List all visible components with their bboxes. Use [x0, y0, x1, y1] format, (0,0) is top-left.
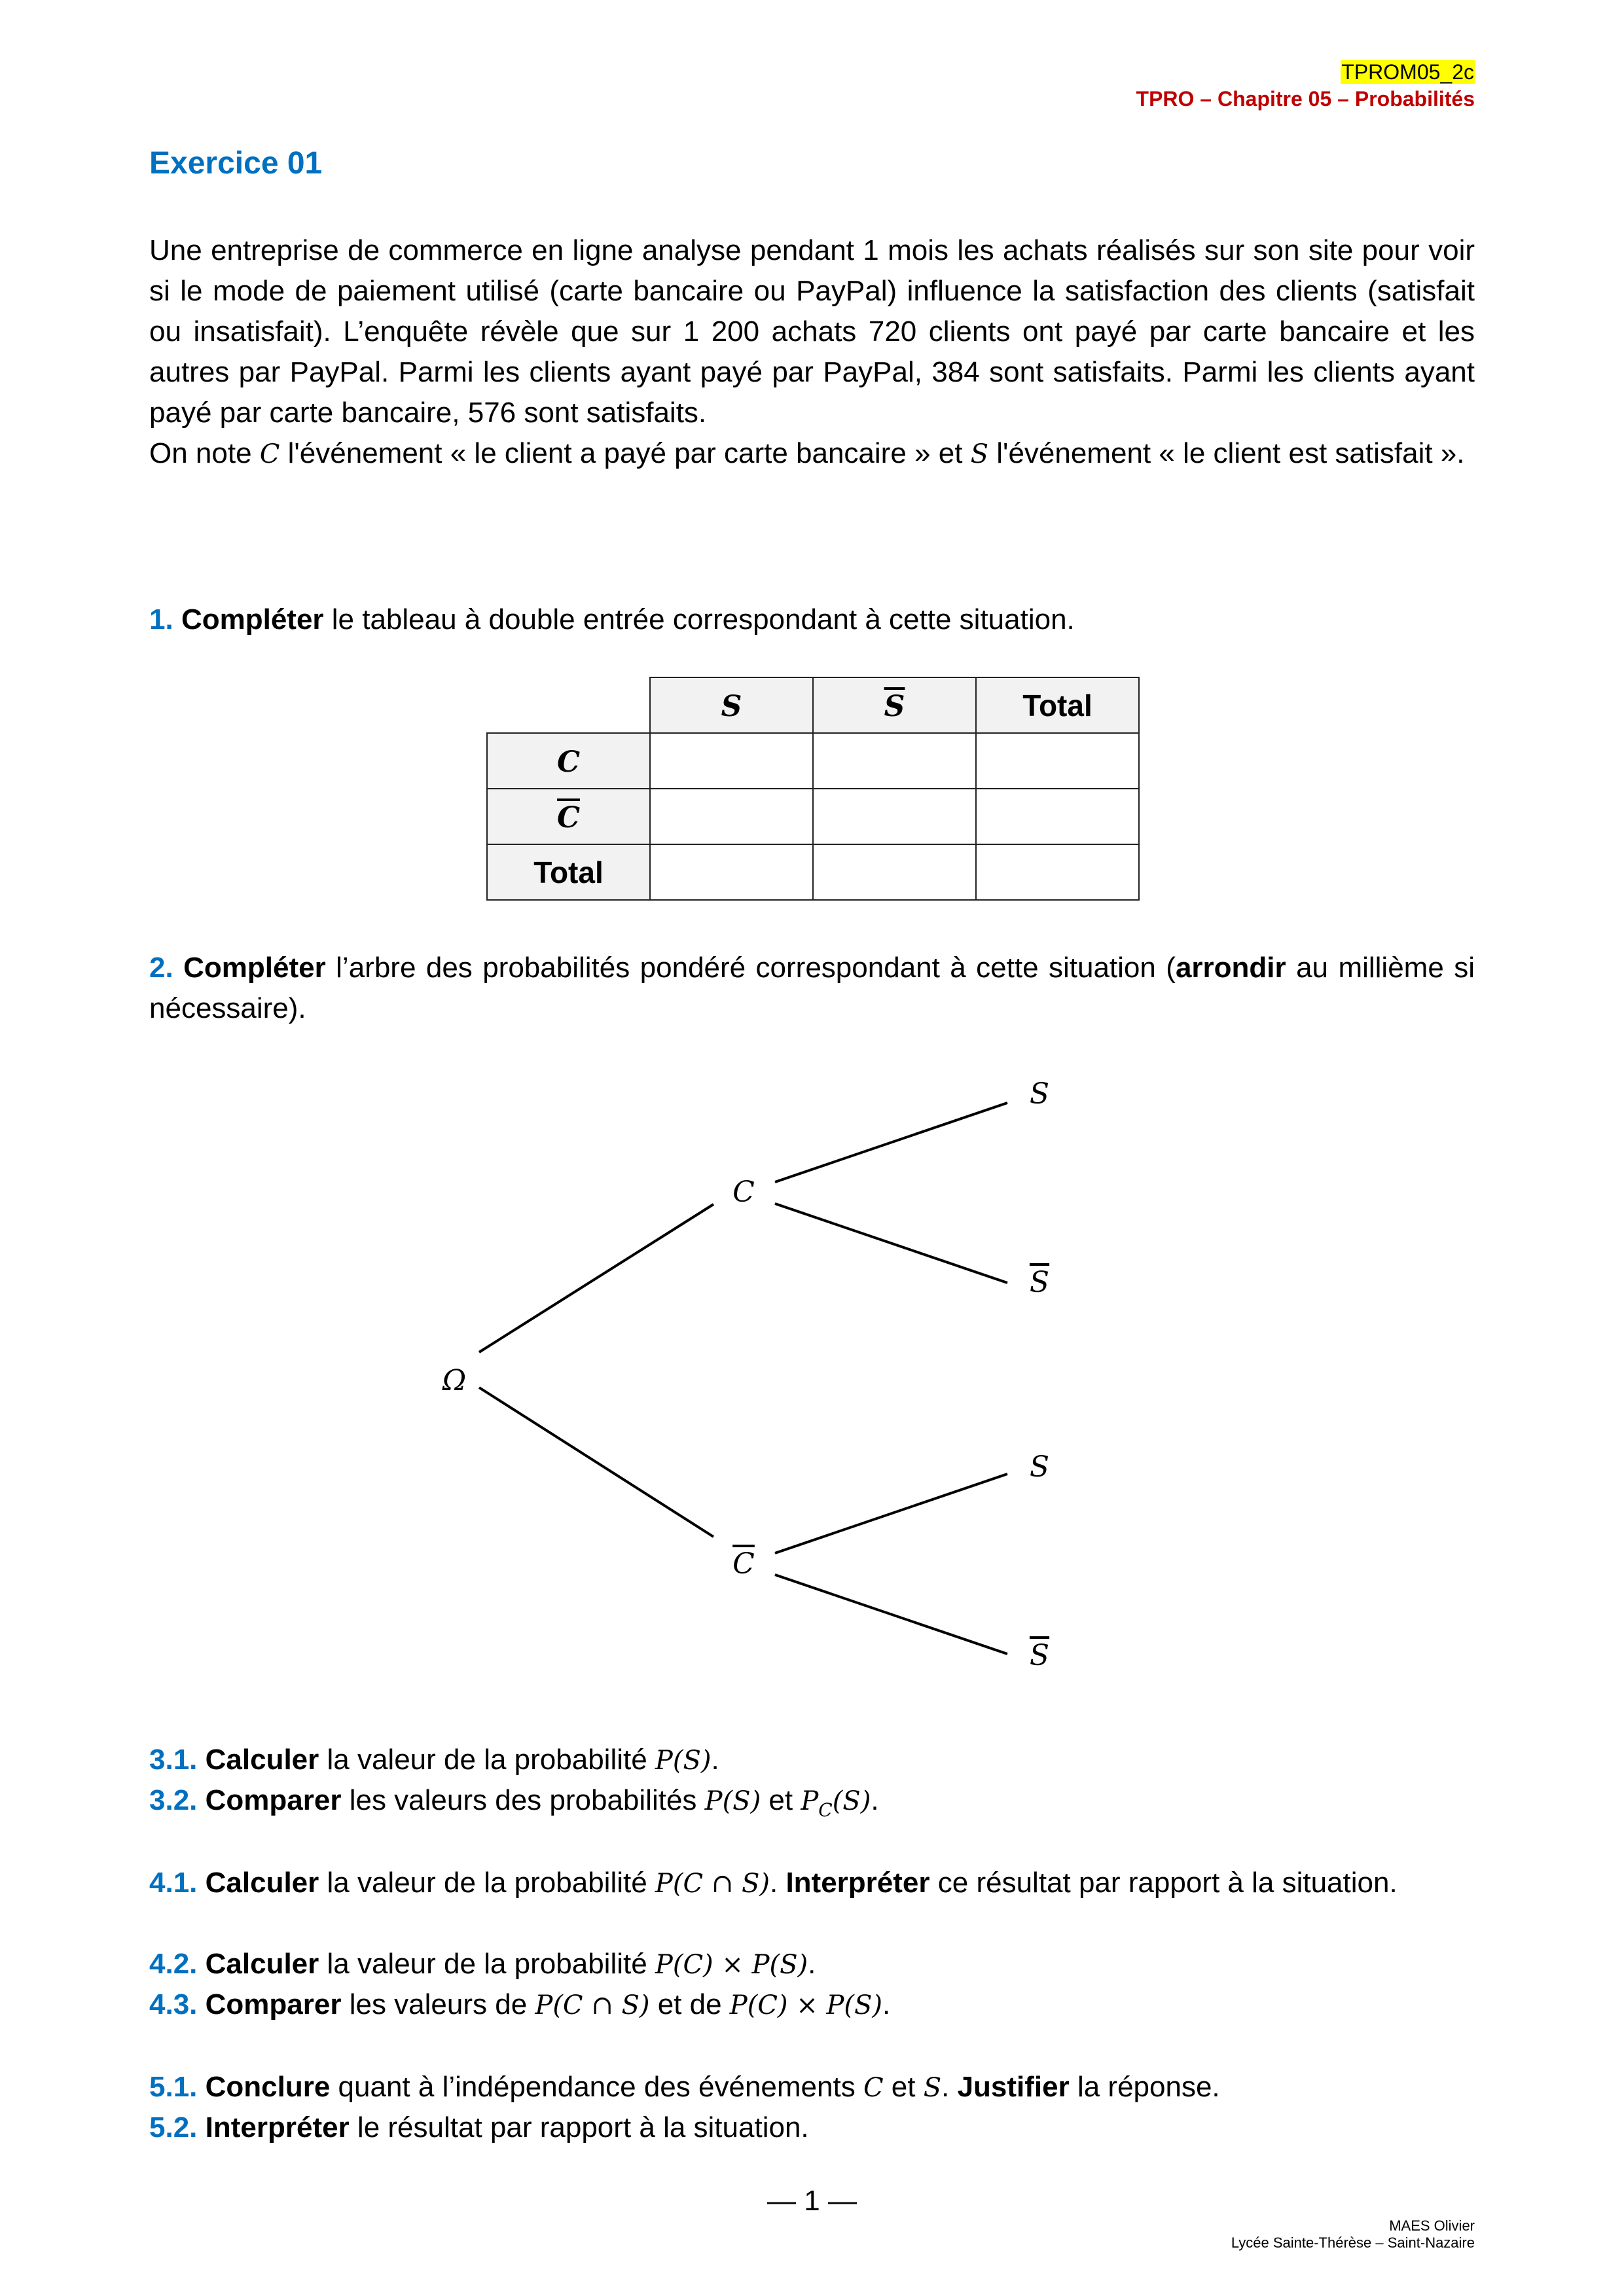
branch-omega-c[interactable] [479, 1204, 713, 1352]
question-number: 2. [149, 952, 173, 984]
tree-leaf-s-bar: $\overline{S}$ [1029, 1639, 1050, 1672]
branch-c-sbar[interactable] [775, 1204, 1007, 1283]
row-header-total: Total [487, 844, 650, 900]
math-c: C [259, 439, 280, 469]
question-3-1: 3.1. Calculer la valeur de la probabilité P(S). [149, 1744, 719, 1776]
question-5-2: 5.2. Interpréter le résultat par rapport à la situation. [149, 2111, 809, 2144]
footer-author: MAES Olivier [1389, 2217, 1475, 2234]
question-4-2: 4.2. Calculer la valeur de la probabilité P(C) × P(S). [149, 1948, 816, 1980]
question-verb: Compléter [181, 603, 324, 636]
question-2: 2. Compléter l’arbre des probabilités pondéré correspondant à cette situation (arrondir au millième si nécessaire). [149, 952, 1475, 1024]
statement-text: Une entreprise de commerce en ligne analyse pendant 1 mois les achats réalisés sur son site pour voir si le mode de paiement utilisé (carte bancaire ou PayPal) influence la satisfaction des clients (satisfait ou insatisfait). L’enquête révèle que sur 1 200 achats 720 clients ont payé par carte bancaire et les autres par PayPal. Parmi les clients ayant payé par PayPal, 384 sont satisfaits. Parmi les clients ayant payé par carte bancaire, 576 sont satisfaits. [149, 234, 1475, 429]
col-header-s: S [650, 677, 813, 733]
doc-code: TPROM05_2c [1341, 60, 1474, 84]
tree-leaf-s: S [1029, 1077, 1050, 1111]
question-verb: Compléter [183, 952, 326, 984]
exercise-title: Exercice 01 [149, 146, 323, 181]
branch-cbar-s[interactable] [775, 1474, 1007, 1553]
branch-omega-cbar[interactable] [479, 1388, 713, 1537]
tree-leaf-s: S [1029, 1450, 1050, 1484]
col-header-s-bar: $\overline{S}$ [813, 677, 976, 733]
chapter-title: TPRO – Chapitre 05 – Probabilités [1136, 87, 1475, 111]
math-s: S [970, 439, 989, 469]
question-number: 1. [149, 603, 173, 636]
col-header-total: Total [976, 677, 1139, 733]
footer-school: Lycée Sainte-Thérèse – Saint-Nazaire [1231, 2234, 1475, 2251]
question-5-1: 5.1. Conclure quant à l’indépendance des événements C et S. Justifier la réponse. [149, 2071, 1220, 2103]
tree-node-c: C [732, 1175, 755, 1209]
tree-root-omega: Ω [442, 1364, 467, 1397]
tree-node-c-bar: $\overline{C}$ [732, 1547, 755, 1581]
question-4-3: 4.3. Comparer les valeurs de P(C ∩ S) et de P(C) × P(S). [149, 1988, 891, 2020]
question-4-1: 4.1. Calculer la valeur de la probabilité P(C ∩ S). Interpréter ce résultat par rapport à la situation. [149, 1867, 1398, 1899]
question-1: 1. Compléter le tableau à double entrée correspondant à cette situation. [149, 603, 1075, 636]
question-3-2: 3.2. Comparer les valeurs des probabilités P(S) et $P_C(S)$. [149, 1784, 879, 1821]
tree-leaf-s-bar: $\overline{S}$ [1029, 1266, 1050, 1299]
branch-c-s[interactable] [775, 1103, 1007, 1182]
notation-text: On note C l'événement « le client a payé par carte bancaire » et S l'événement « le client est satisfait ». [149, 437, 1465, 469]
page-number: — 1 — [767, 2185, 857, 2217]
row-header-c: C [487, 733, 650, 789]
branch-cbar-sbar[interactable] [775, 1575, 1007, 1654]
row-header-c-bar: $\overline{C}$ [487, 789, 650, 844]
